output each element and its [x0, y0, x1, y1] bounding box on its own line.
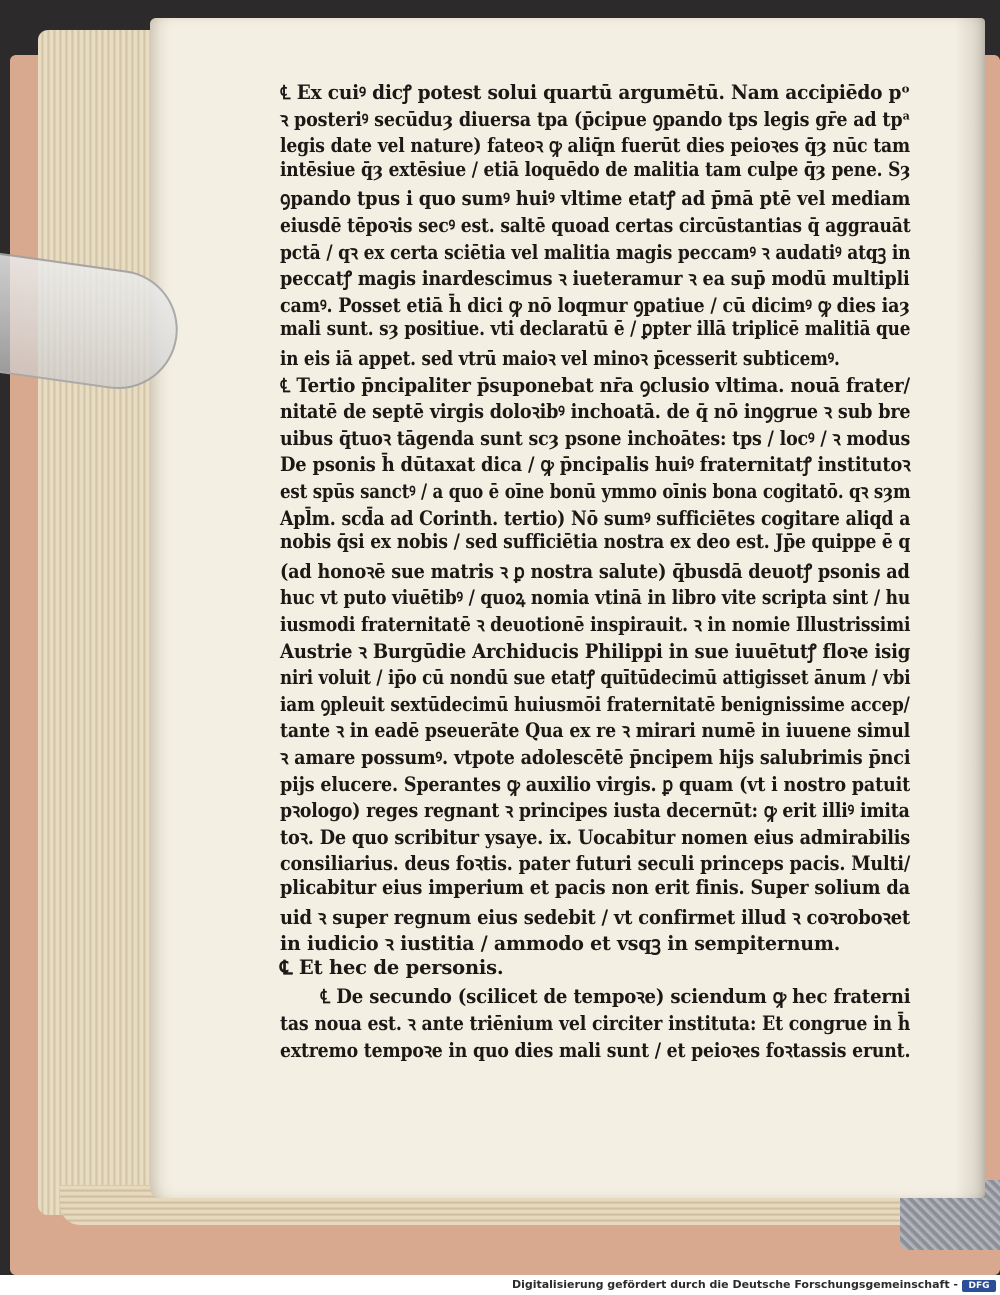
text-line: iusmodi fraternitatē ꝛ deuotionē inspirauit. ꝛ in nomie Illustrissimi [280, 613, 911, 636]
text-line: camꝰ. Posset etiā h̄ dici ꝙ nō loqmur ꝯpatiue / cū dicimꝰ ꝙ dies iaȝ [280, 293, 910, 317]
text-line: pijs elucere. Sperantes ꝙ auxilio virgis. ꝑ quam (vt i nostro patuit [280, 772, 910, 796]
text-line: plicabitur eius imperium et pacis non erit finis. Super solium da [280, 876, 910, 899]
text-line: consiliarius. deus foꝛtis. pater futuri seculi princeps pacis. Multi/ [280, 852, 911, 876]
text-line: De psonis h̄ dūtaxat dica / ꝙ p̄ncipalis huiꝰ fraternitatꝭ institutoꝛ [280, 453, 911, 477]
text-line: uid ꝛ super regnum eius sedebit / vt confirmet illud ꝛ coꝛroboꝛet [280, 905, 911, 929]
text-line: est spūs sanctꝰ / a quo ē oīne bonū ymmo oīnis bona cogitatō. qꝛ sȝm [280, 480, 911, 503]
text-line: iam ꝯpleuit sextūdecimū huiusmōi fraternitatē benignissime accep/ [280, 692, 910, 716]
text-line: ꝯpando tpus i quo sumꝰ huiꝰ vltime etatꝭ ad p̄mā ptē vel mediam [280, 187, 911, 211]
text-line: ꝛ amare possumꝰ. vtpote adolescētē p̄ncipem hijs salubrimis p̄nci [280, 746, 911, 769]
text-line: peccatꝭ magis inardescimus ꝛ iueteramur ꝛ ea sup̄ modū multipli [280, 267, 910, 291]
text-line: huc vt puto viuētibꝰ / quoꝝ nomia vtinā in libro vite scripta sint / hu [280, 586, 911, 610]
text-line: nobis q̄si ex nobis / sed sufficiētia nostra ex deo est. Jp̄e quippe ē q [280, 530, 911, 554]
text-line: tante ꝛ in eadē pseuerāte Qua ex re ꝛ mirari numē in iuuene simul [280, 719, 911, 743]
text-line: Apl̄m. scd̄a ad Corinth. tertio) Nō sumꝰ sufficiētes cogitare aliqd a [280, 506, 911, 530]
text-line: ℄ Et hec de personis. [280, 955, 504, 979]
text-line: ℄ Ex cuiꝰ dicꝭ potest solui quartū argumētū. Nam accipiēdo pᵒ [280, 81, 910, 104]
text-line: uibus q̄tuoꝛ tāgenda sunt scȝ psone inchoātes: tps / locꝰ / ꝛ modus [280, 426, 911, 450]
text-line: niri voluit / ip̄o cū nondū sue etatꝭ quītūdecimū attigisset ānum / vbi [280, 666, 911, 690]
text-line: intēsiue q̄ȝ extēsiue / etiā loquēdo de malitia tam culpe q̄ȝ pene. Sȝ [280, 157, 911, 181]
text-line: in iudicio ꝛ iustitia / ammodo et vsqꝫ in sempiternum. [280, 932, 841, 956]
text-line: eiusdē tēpoꝛis secꝰ est. saltē quoad certas circūstantias q̄ aggrauāt [280, 214, 911, 237]
digitization-credit: Digitalisierung gefördert durch die Deutsche Forschungsgemeinschaft - [511, 1278, 958, 1291]
text-line: toꝛ. De quo scribitur ysaye. ix. Uocabitur nomen eius admirabilis [280, 825, 911, 849]
text-line: extremo tempoꝛe in quo dies mali sunt / et peioꝛes foꝛtassis erunt. [280, 1038, 911, 1062]
text-line: ℄ De secundo (scilicet de tempoꝛe) sciendum ꝙ hec fraterni [320, 985, 911, 1009]
text-line: in eis iā appet. sed vtrū maioꝛ vel minoꝛ p̄cesserit subticemꝰ. [280, 347, 840, 370]
text-line: tas noua est. ꝛ ante triēnium vel circiter instituta: Et congrue in h̄ [280, 1012, 911, 1035]
text-line: mali sunt. sȝ positiue. vti declaratū ē / ꝑpter illā triplicē malitiā que [280, 317, 911, 341]
text-line: legis date vel nature) fateoꝛ ꝙ aliq̄n fuerūt dies peioꝛes q̄ȝ nūc tam [280, 134, 910, 158]
text-line: pctā / qꝛ ex certa sciētia vel malitia magis peccamꝰ ꝛ audatiꝰ atqꝫ in [280, 240, 911, 264]
text-line: ꝛ posteriꝰ secūduȝ diuersa tpa (p̄cipue ꝯpando tps legis gr̄e ad tpᵃ [280, 107, 911, 131]
page-text-block [280, 78, 915, 1063]
text-line: pꝛologo) reges regnant ꝛ principes iusta decernūt: ꝙ erit illiꝰ imita [280, 799, 910, 823]
text-line: ℄ Tertio p̄ncipaliter p̄suponebat nr̄a ꝯclusio vltima. nouā frater/ [280, 373, 910, 397]
text-line: Austrie ꝛ Burgūdie Archiducis Philippi in sue iuuētutꝭ floꝛe isig [280, 639, 911, 663]
dfg-logo: DFG [962, 1280, 996, 1292]
text-line: nitatē de septē virgis doloꝛibꝰ inchoatā. de q̄ nō inꝯgrue ꝛ sub bre [280, 400, 911, 424]
text-line: (ad honoꝛē sue matris ꝛ ꝑ nostra salute) q̄busdā deuotꝭ psonis ad [280, 559, 910, 583]
